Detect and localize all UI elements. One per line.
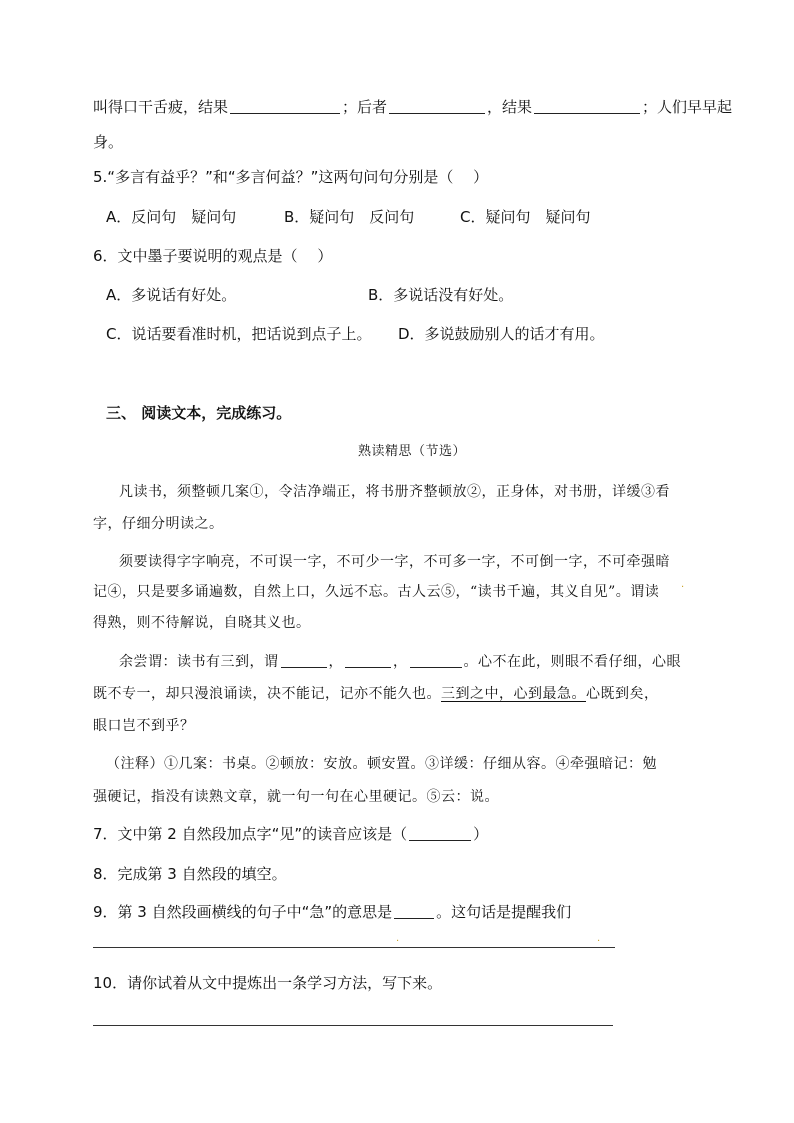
q10-answer-line[interactable]	[93, 1025, 613, 1026]
q4-blank-2[interactable]	[389, 98, 485, 114]
q4-text-c: ，结果	[487, 98, 533, 116]
yellow-mark-3: ·	[597, 936, 601, 947]
passage-p3-line-3: 眼口岂不到乎？	[93, 718, 195, 734]
q9-text-a: 9．第 3 自然段画横线的句子中“急”的意思是	[93, 903, 393, 921]
q9-line	[93, 902, 571, 922]
q7-blank[interactable]	[409, 825, 471, 841]
q8-line: 8．完成第 3 自然段的填空。	[93, 865, 287, 883]
p3-text-b: 。心不在此，则眼不看仔细，心眼	[463, 654, 681, 670]
q5-stem: 5.“多言有益乎？”和“多言何益？”这两句问句分别是（ ）	[93, 168, 489, 186]
passage-p3-line-2	[93, 684, 659, 704]
passage-p2-line-3: 得熟，则不待解说，自晓其义也。	[93, 615, 311, 631]
yellow-mark: ·	[681, 582, 685, 593]
q9-answer-line[interactable]	[93, 947, 615, 948]
passage-p1-line-1: 凡读书，须整顿几案①，令洁净端正，将书册齐整顿放②，正身体，对书册，详缓③看	[119, 484, 670, 500]
section-3-heading: 三、 阅读文本，完成练习。	[106, 404, 292, 422]
notes-line-1: （注释）①几案：书桌。②顿放：安放。顿安置。③详缓：仔细从容。④牵强暗记：勉	[106, 756, 657, 772]
q6-option-d[interactable]: D．多说鼓励别人的话才有用。	[398, 325, 605, 343]
yellow-mark-2: ·	[396, 936, 400, 947]
q5-option-c[interactable]: C．疑问句 疑问句	[460, 208, 591, 226]
q5-option-b[interactable]: B．疑问句 反问句	[284, 208, 415, 226]
p3-blank-3[interactable]	[410, 652, 462, 668]
q6-option-a[interactable]: A．多说话有好处。	[106, 286, 237, 304]
q4-text-d: ；人们早早起	[642, 98, 733, 116]
q5-option-a[interactable]: A．反问句 疑问句	[106, 208, 237, 226]
p3-text-d: 心既到矣，	[586, 686, 659, 702]
q10-line: 10．请你试着从文中提炼出一条学习方法，写下来。	[93, 974, 443, 992]
p3-text-a: 余尝谓：读书有三到，谓	[119, 654, 279, 670]
p3-blank-1[interactable]	[281, 652, 327, 668]
q4-line-1	[93, 97, 732, 117]
notes-line-2: 强硬记，指没有读熟文章，就一句一句在心里硬记。⑤云：说。	[93, 789, 499, 805]
q7-text-b: ）	[473, 825, 489, 843]
q9-text-b: 。这句话是提醒我们	[436, 903, 572, 921]
q4-line-2: 身。	[93, 133, 124, 151]
q4-text-a: 叫得口干舌疲，结果	[93, 98, 229, 116]
p3-underlined-sentence: 三到之中，心到最急。	[441, 686, 586, 702]
p3-blank-2[interactable]	[345, 652, 391, 668]
q7-line	[93, 824, 488, 844]
q7-text-a: 7．文中第 2 自然段加点字“见”的读音应该是（	[93, 825, 408, 843]
passage-p2-line-1: 须要读得字字响亮，不可误一字，不可少一字，不可多一字，不可倒一字，不可牵强暗	[119, 554, 670, 570]
p3-sep-1: ，	[328, 654, 343, 670]
q4-blank-3[interactable]	[534, 98, 640, 114]
q6-option-b[interactable]: B．多说话没有好处。	[368, 286, 514, 304]
q6-stem: 6．文中墨子要说明的观点是（ ）	[93, 247, 333, 265]
passage-p1-line-2: 字，仔细分明读之。	[93, 516, 224, 532]
passage-title: 熟读精思（节选）	[358, 444, 467, 459]
q4-text-b: ；后者	[342, 98, 388, 116]
p3-text-c: 既不专一，却只漫浪诵读，决不能记，记亦不能久也。	[93, 686, 441, 702]
q9-blank[interactable]	[394, 903, 434, 919]
p3-sep-2: ，	[393, 654, 408, 670]
passage-p3-line-1	[119, 652, 681, 672]
q6-option-c[interactable]: C．说话要看准时机，把话说到点子上。	[106, 325, 372, 343]
passage-p2-line-2: 记④，只是要多诵遍数，自然上口，久远不忘。古人云⑤，“读书千遍，其义自见”。谓读	[93, 584, 660, 600]
q4-blank-1[interactable]	[230, 98, 340, 114]
